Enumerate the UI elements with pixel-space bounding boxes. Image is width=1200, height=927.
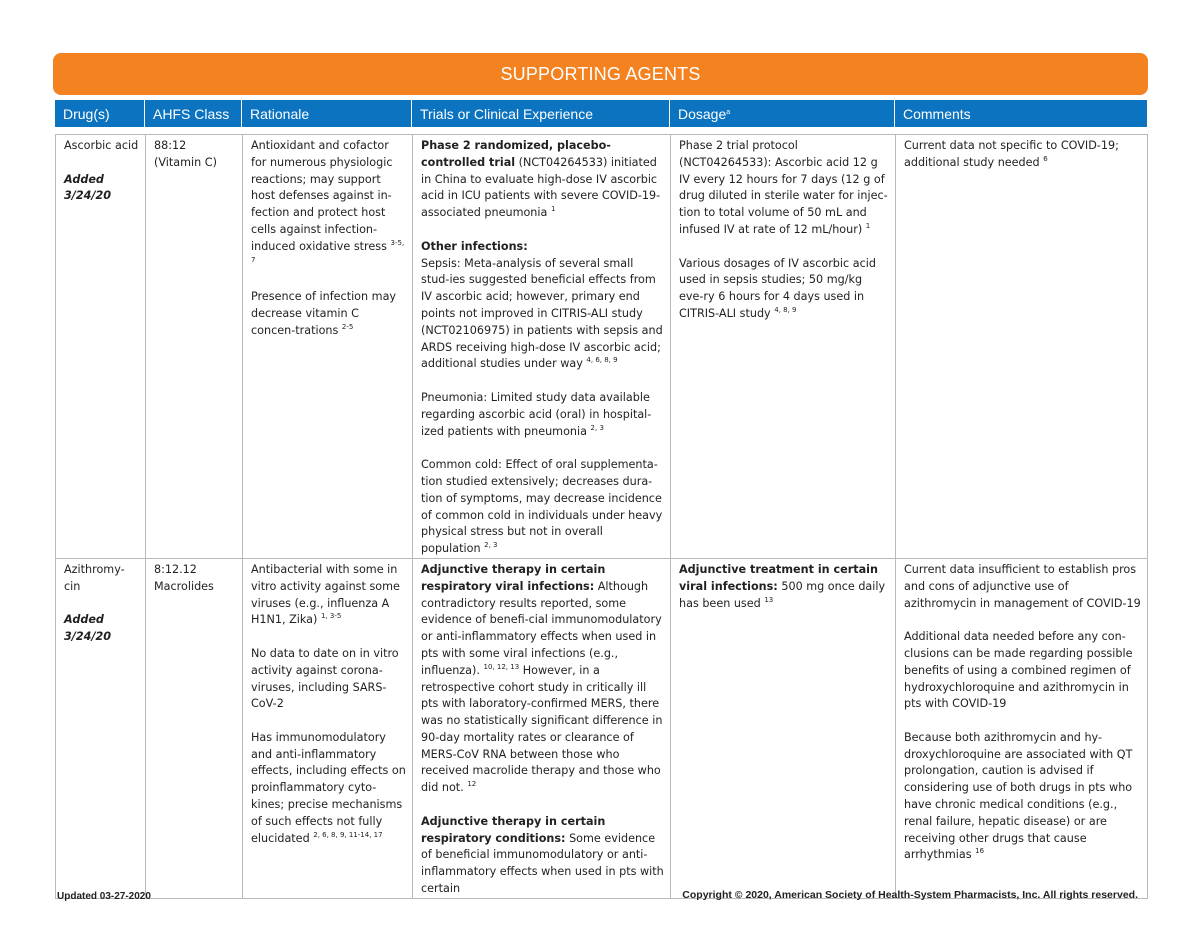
- trial-heading: Other infections:: [421, 239, 528, 253]
- dosage-cell: [671, 558, 896, 898]
- header-dosage-label: Dosage: [678, 106, 727, 122]
- reference: 2, 3: [590, 423, 604, 432]
- trial-text: Phase 2 randomized, placebo-controlled trial (NCT04264533) initiated in China to evaluate high-dose IV ascorbic acid in ICU patients with severe COVID-19-associated pneumonia $^1$: [421, 139, 661, 220]
- rationale-text: Antibacterial with some in vitro activity against some viruses (e.g., influenza A H1N1, Zika) $^{1, 3-5}$: [251, 562, 400, 627]
- dosage-cell: [671, 135, 896, 559]
- reference: 2-5: [341, 322, 354, 331]
- rationale-text: No data to date on in vitro activity against corona-viruses, including SARS-CoV-2: [251, 646, 399, 711]
- reference: 1: [550, 205, 556, 214]
- comment-text: Additional data needed before any con-clusions can be made regarding possible benefits of using a combined regimen of hydroxychloroquine and azithromycin in pts with COVID-19: [904, 630, 1133, 711]
- trial-text: Adjunctive therapy in certain respiratory viral infections: Although contradictory results reported, some evidence of benefi-cial immunomodulatory or anti-inflammatory effects when used in pts with some viral infections (e.g., influenza). $^{10, 12, 13}$ However, in a retrospective cohort study in critically ill pts with laboratory-confirmed MERS, there was no statistically significant difference in 90-day mortality rates or clearance of MERS-CoV RNA between those who received macrolide therapy and those who did not. $^{12}$: [421, 562, 663, 795]
- trial-text: Pneumonia: Limited study data available regarding ascorbic acid (oral) in hospital-ized patients with pneumonia $^{2, 3}$: [421, 390, 652, 438]
- comment-text: Because both azithromycin and hy-droxychloroquine are associated with QT prolongation, caution is advised if considering use of both drugs in pts who have chronic medical conditions (e.g., renal failure, hepatic disease) or are receiving other drugs that cause arrhythmias $^{16}$: [904, 730, 1133, 862]
- dosage-text: Various dosages of IV ascorbic acid used in sepsis studies; 50 mg/kg eve-ry 6 hours for 4 days used in CITRIS-ALI study $^{4, 8, 9}$: [679, 256, 876, 320]
- reference: 2, 6, 8, 9, 11-14, 17: [313, 830, 383, 839]
- trial-text: Sepsis: Meta-analysis of several small stud-ies suggested beneficial effects from IV ascorbic acid; however, primary end points not improved in CITRIS-ALI study (NCT02106975) in patients with sepsis and ARDS receiving high-dose IV ascorbic acid; additional studies under way $^{4, 6, 8, 9}$: [421, 256, 663, 371]
- comment-text: Current data insufficient to establish pros and cons of adjunctive use of azithromycin in management of COVID-19: [904, 562, 1141, 610]
- comments-cell: [896, 558, 1148, 898]
- agents-table: [55, 134, 1148, 899]
- ahfs-class: 88:12 (Vitamin C): [154, 139, 217, 169]
- copyright-notice: Copyright © 2020, American Society of Health-System Pharmacists, Inc. All rights reserved.: [682, 889, 1138, 901]
- dosage-text: Phase 2 trial protocol (NCT04264533): Ascorbic acid 12 g IV every 12 hours for 7 days (12 g of drug diluted in sterile water for injec-tion to total volume of 50 mL and infused IV at rate of 12 mL/hour) $^1$: [679, 139, 888, 236]
- drug-name: Azithromy-cin: [64, 562, 125, 593]
- ahfs-class: 8:12.12 Macrolides: [154, 562, 214, 593]
- drug-cell: [56, 135, 146, 559]
- reference: 16: [975, 847, 985, 856]
- reference: 2, 3: [484, 541, 498, 550]
- added-label: Added: [64, 172, 104, 186]
- section-banner: [53, 53, 1148, 95]
- header-rationale: Rationale: [242, 100, 412, 127]
- reference: 13: [764, 595, 774, 604]
- class-cell: [146, 135, 243, 559]
- reference: 12: [467, 780, 477, 789]
- added-date: 3/24/20: [64, 189, 112, 203]
- reference: 4, 8, 9: [774, 305, 797, 314]
- header-ahfs-class: AHFS Class: [145, 100, 242, 127]
- class-cell: [146, 558, 243, 898]
- rationale-cell: [243, 135, 413, 559]
- dosage-text: Adjunctive treatment in certain viral infections: 500 mg once daily has been used $^{13}$: [679, 562, 886, 610]
- trial-text: Adjunctive therapy in certain respiratory conditions: Some evidence of beneficial immunomodulatory or anti-inflammatory effects when used in pts with certain: [421, 814, 664, 896]
- header-comments: Comments: [903, 106, 971, 122]
- comment-text: Current data not specific to COVID-19; additional study needed $^6$: [904, 139, 1119, 169]
- added-label: Added: [64, 613, 104, 627]
- header-dosage: [670, 100, 895, 127]
- added-date: 3/24/20: [64, 630, 112, 644]
- table-header: [55, 100, 1147, 127]
- comments-cell: [896, 135, 1148, 559]
- header-dosage-footnote: a: [726, 109, 731, 116]
- reference: 1, 3-5: [320, 612, 342, 621]
- rationale-cell: [243, 558, 413, 898]
- drug-name: Ascorbic acid: [64, 139, 139, 152]
- reference: 1: [865, 221, 871, 230]
- rationale-text: Antioxidant and cofactor for numerous physiologic reactions; may support host defenses against in-fection and protect host cells against infection-induced oxidative stress $^{3-5, 7}$: [251, 139, 405, 264]
- updated-date: Updated 03-27-2020: [57, 891, 151, 902]
- header-drugs: Drug(s): [55, 100, 145, 127]
- table-row: [56, 558, 1148, 898]
- reference: 4, 6, 8, 9: [586, 356, 618, 365]
- rationale-text: Has immunomodulatory and anti-inflammatory effects, including effects on proinflammatory cyto-kines; precise mechanisms of such effects not fully elucidated $^{2, 6, 8, 9, 11-14, 17}$: [251, 730, 406, 845]
- rationale-text: Presence of infection may decrease vitamin C concen-trations $^{2-5}$: [251, 290, 397, 337]
- trials-cell: [413, 135, 671, 559]
- section-title: SUPPORTING AGENTS: [500, 63, 701, 84]
- reference: 3-5, 7: [251, 238, 405, 264]
- header-trials: Trials or Clinical Experience: [412, 100, 670, 127]
- table-row: [56, 135, 1148, 559]
- reference: 6: [1043, 154, 1048, 163]
- drug-cell: [56, 558, 146, 898]
- trials-cell: [413, 558, 671, 898]
- reference: 10, 12, 13: [483, 662, 520, 671]
- trial-text: Common cold: Effect of oral supplementa-tion studied extensively; decreases dura-tion of symptoms, may decrease incidence of common cold in individuals under heavy physical stress but not in overall population $^{2, 3}$: [421, 458, 663, 556]
